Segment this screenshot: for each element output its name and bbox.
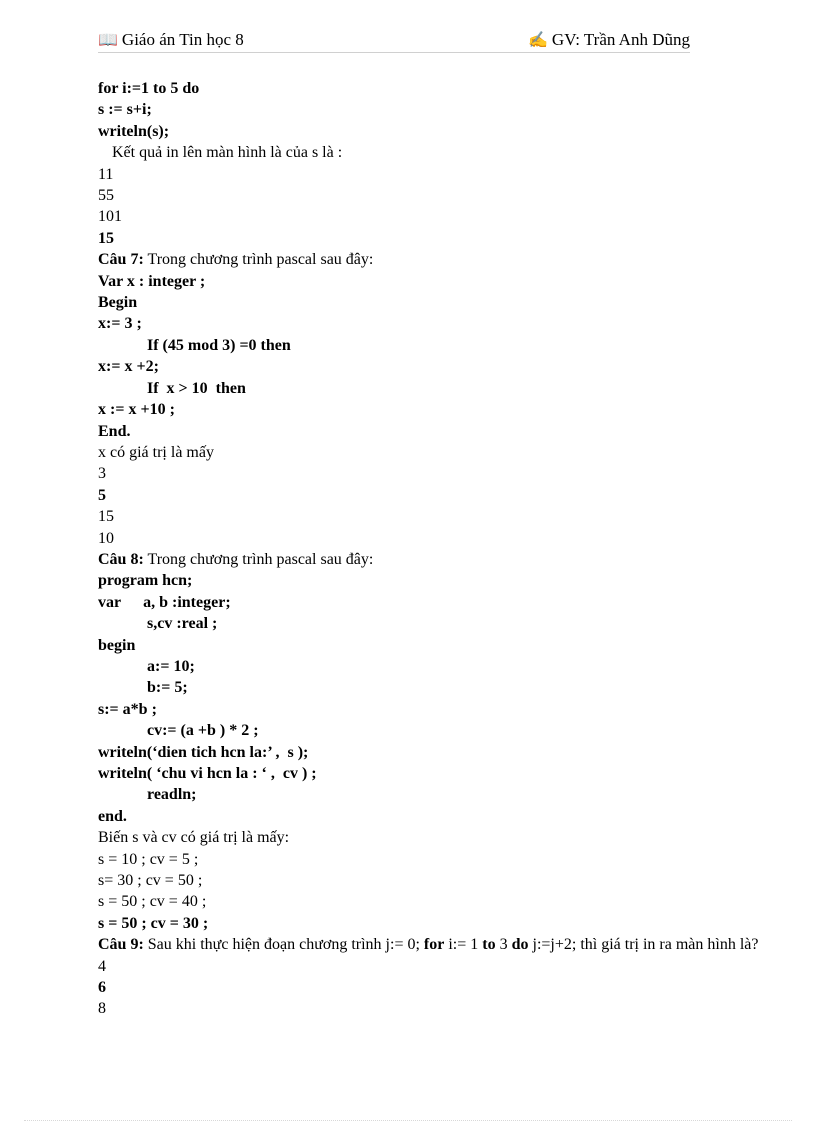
code-line: x:= x +2; — [98, 358, 159, 376]
answer-option: 8 — [98, 1000, 106, 1018]
code-line: x:= 3 ; — [98, 315, 142, 333]
answer-option: 55 — [98, 187, 114, 205]
answer-option-correct: 5 — [98, 486, 106, 504]
header-right — [528, 30, 690, 50]
answer-option-correct: s = 50 ; cv = 30 ; — [98, 914, 209, 932]
question-label: Câu 9: — [98, 936, 144, 954]
answer-option: 3 — [98, 465, 106, 483]
question-text: 3 — [495, 936, 512, 954]
code-keyword: var — [98, 593, 122, 611]
answer-option: 11 — [98, 165, 114, 183]
header-left — [98, 30, 244, 50]
code-keyword: do — [511, 936, 529, 954]
answer-option: s= 30 ; cv = 50 ; — [98, 872, 203, 890]
question-prompt: x có giá trị là mấy — [98, 443, 214, 461]
code-line: b:= 5; — [147, 679, 188, 697]
answer-option: 15 — [98, 508, 114, 526]
answer-option: 101 — [98, 208, 122, 226]
question-9-heading — [98, 934, 766, 955]
code-line: a:= 10; — [147, 657, 195, 675]
code-line: writeln(s); — [98, 122, 170, 140]
question-8-heading — [98, 549, 766, 570]
code-line: begin — [98, 636, 136, 654]
code-declaration: a, b :integer; — [143, 593, 231, 611]
code-line: s,cv :real ; — [147, 615, 218, 633]
open-book-icon: 📖 — [98, 32, 118, 49]
code-line: x := x +10 ; — [98, 401, 175, 419]
answer-option: s = 50 ; cv = 40 ; — [98, 893, 207, 911]
code-line: writeln(‘dien tich hcn la:’ , s ); — [98, 743, 309, 761]
code-line: Begin — [98, 294, 138, 312]
question-text: j:=j+2; thì giá trị in ra màn hình là? — [528, 936, 759, 954]
code-line: end. — [98, 807, 127, 825]
answer-option: 10 — [98, 529, 114, 547]
code-line: s:= a*b ; — [98, 700, 157, 718]
code-line: If x > 10 then — [147, 379, 246, 397]
code-line: End. — [98, 422, 131, 440]
question-text: i:= 1 — [444, 936, 483, 954]
code-line: cv:= (a +b ) * 2 ; — [147, 722, 259, 740]
footer-divider — [24, 1120, 792, 1121]
question-text: Sau khi thực hiện đoạn chương trình j:= 0; — [143, 936, 424, 954]
code-line: readln; — [147, 786, 197, 804]
answer-option-correct: 15 — [98, 229, 114, 247]
answer-option: 4 — [98, 957, 106, 975]
header-author: GV: Trần Anh Dũng — [551, 30, 690, 49]
code-line — [98, 592, 766, 613]
question-label: Câu 7: — [98, 251, 144, 269]
code-line: Var x : integer ; — [98, 272, 206, 290]
code-line: for i:=1 to 5 do — [98, 80, 200, 97]
question-label: Câu 8: — [98, 550, 144, 568]
code-keyword: to — [482, 936, 496, 954]
header-title: Giáo án Tin học 8 — [121, 30, 244, 49]
question-text: Trong chương trình pascal sau đây: — [143, 251, 374, 269]
code-keyword: for — [423, 936, 445, 954]
code-line: s := s+i; — [98, 101, 152, 119]
answer-option: s = 10 ; cv = 5 ; — [98, 850, 199, 868]
question-text: Trong chương trình pascal sau đây: — [143, 550, 374, 568]
code-line: If (45 mod 3) =0 then — [147, 336, 291, 354]
code-line: program hcn; — [98, 572, 193, 590]
page-header — [98, 28, 690, 53]
code-line: writeln( ‘chu vi hcn la : ‘ , cv ) ; — [98, 765, 317, 782]
writing-hand-icon: ✍ — [528, 32, 548, 49]
question-prompt: Kết quả in lên màn hình là của s là : — [112, 144, 343, 162]
document-body — [98, 78, 766, 1020]
question-7-heading — [98, 249, 766, 270]
answer-option-correct: 6 — [98, 979, 106, 997]
question-prompt: Biến s và cv có giá trị là mấy: — [98, 829, 290, 847]
